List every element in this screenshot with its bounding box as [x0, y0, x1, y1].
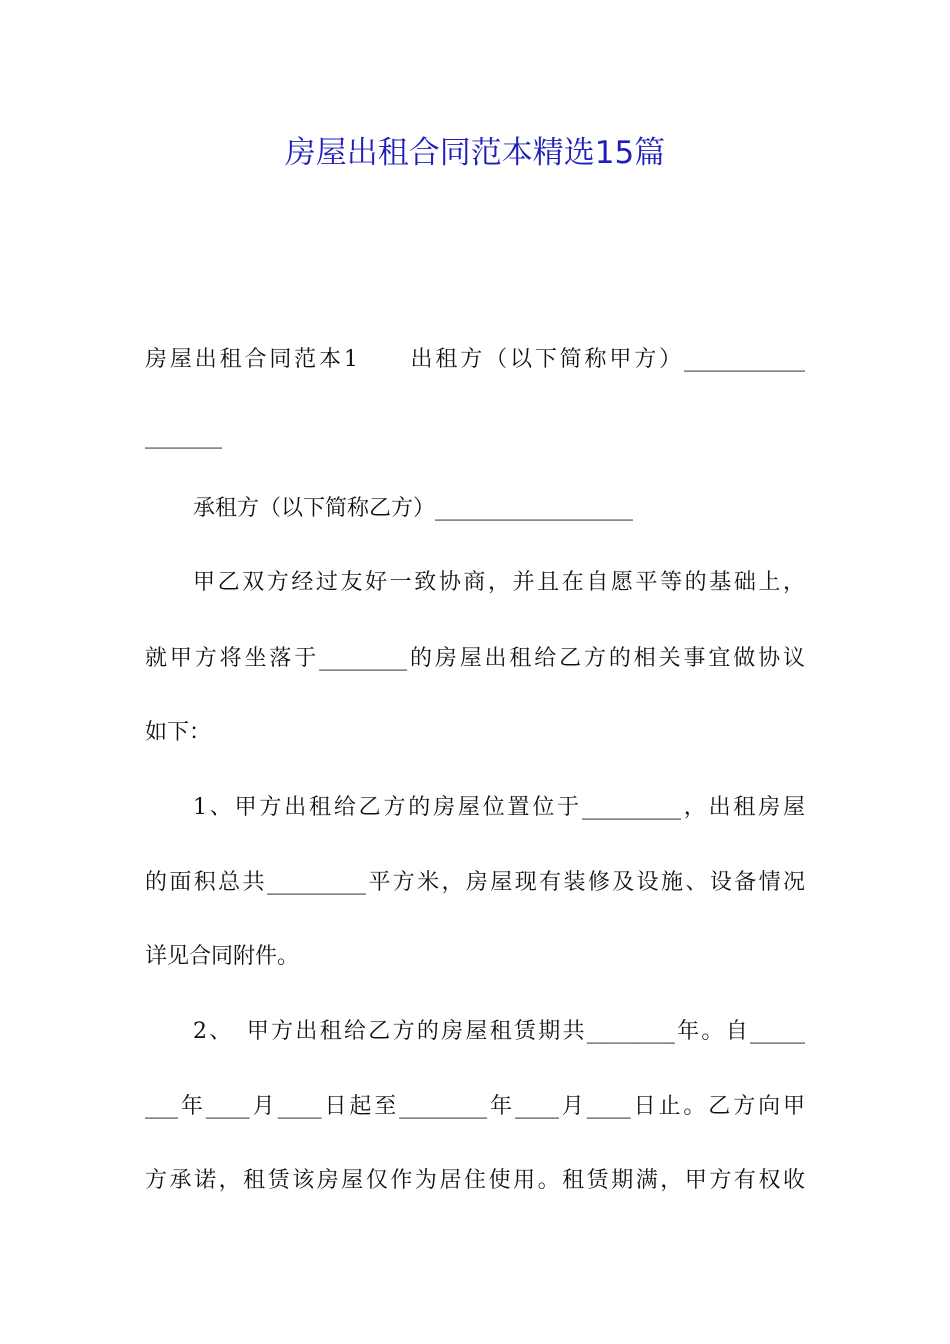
text-line-12: 方承诺，租赁该房屋仅作为居住使用。租赁期满，甲方有权收 — [145, 1168, 805, 1193]
text-line-11: ___年____月____日起至________年____月____日止。乙方向甲 — [145, 1094, 805, 1119]
text-line-3: 承租方（以下简称乙方）__________________ — [193, 496, 634, 521]
text-line-1: 房屋出租合同范本1 出租方（以下简称甲方）___________ — [145, 347, 805, 372]
text-line-4: 甲乙双方经过友好一致协商，并且在自愿平等的基础上， — [193, 570, 805, 595]
text-line-7: 1、甲方出租给乙方的房屋位置位于_________，出租房屋 — [193, 795, 805, 820]
text-line-6: 如下： — [145, 720, 212, 745]
text-line-10: 2、 甲方出租给乙方的房屋租赁期共________年。自_____ — [193, 1019, 805, 1044]
text-line-8: 的面积总共_________平方米，房屋现有装修及设施、设备情况 — [145, 870, 805, 895]
text-line-5: 就甲方将坐落于________的房屋出租给乙方的相关事宜做协议 — [145, 646, 805, 671]
text-line-2: _______ — [145, 424, 222, 449]
document-title: 房屋出租合同范本精选15篇 — [284, 135, 666, 171]
text-line-9: 详见合同附件。 — [145, 944, 300, 969]
